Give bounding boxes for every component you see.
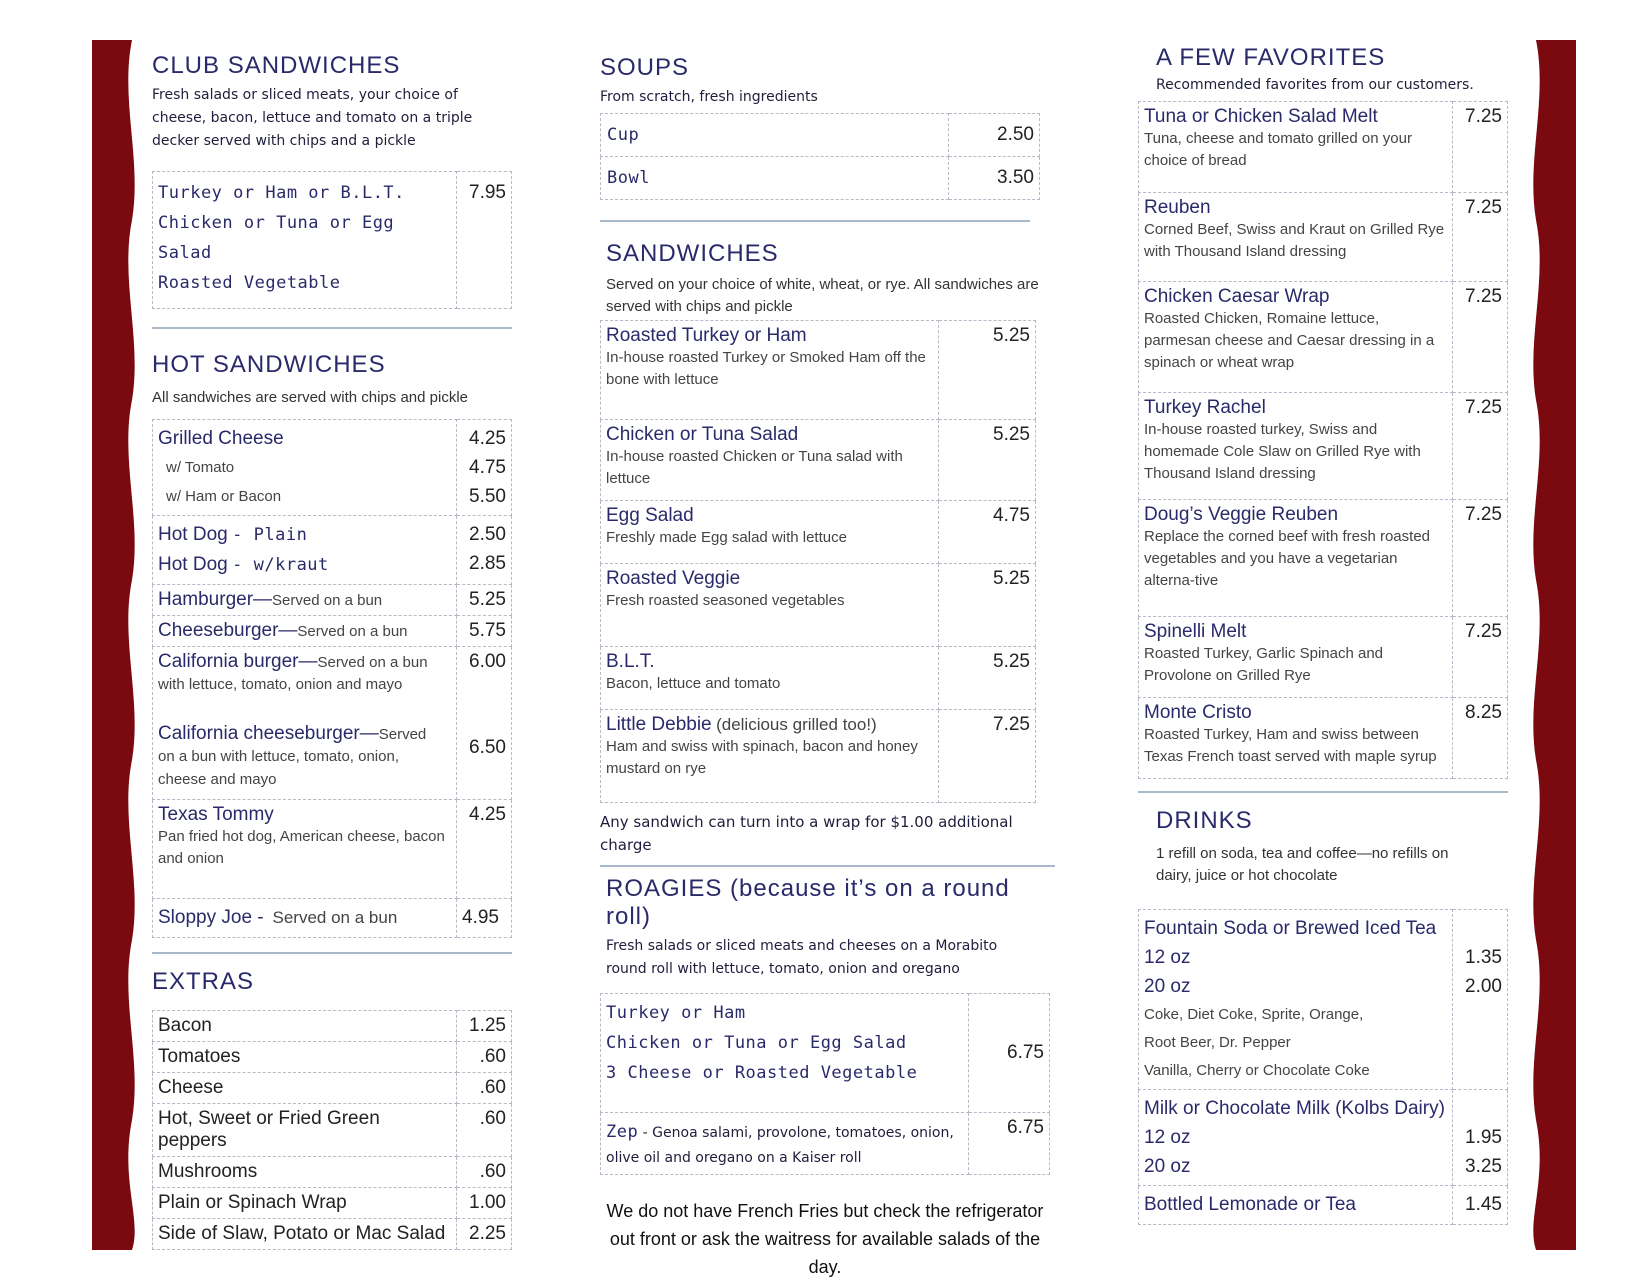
- sandwich-price: 5.25: [939, 564, 1036, 647]
- item-option: w/ Tomato: [166, 459, 235, 476]
- extra-name: Hot, Sweet or Fried Green peppers: [153, 1104, 457, 1157]
- favorites-table: [1138, 101, 1508, 779]
- hot-sandwiches-section: [152, 351, 512, 938]
- extra-name: Side of Slaw, Potato or Mac Salad: [153, 1219, 457, 1250]
- item-name: Sloppy Joe -: [158, 907, 264, 928]
- table-row: [601, 321, 1036, 420]
- table-row: [153, 899, 512, 938]
- drink-name: Milk or Chocolate Milk (Kolbs Dairy): [1144, 1098, 1445, 1119]
- item-name: Hot Dog: [158, 524, 228, 545]
- item-price: 5.50: [469, 486, 506, 507]
- extra-price: 1.00: [457, 1188, 512, 1219]
- divider: [600, 220, 1030, 222]
- divider: [152, 952, 512, 954]
- table-row: [153, 172, 512, 309]
- sandwich-note: (delicious grilled too!): [716, 715, 877, 734]
- item-price: 4.95: [457, 899, 512, 938]
- table-row: [153, 1011, 512, 1042]
- roagies-section: [600, 875, 1060, 1175]
- table-row: [153, 647, 512, 800]
- extra-price: 1.25: [457, 1011, 512, 1042]
- item-desc: Served on a bun: [297, 623, 408, 640]
- fries-note: We do not have French Fries but check the refrigerator out front or ask the waitress for available salads of the day.: [606, 1201, 1044, 1277]
- drink-flavors: Coke, Diet Coke, Sprite, Orange,: [1144, 1006, 1364, 1023]
- table-row: [1139, 193, 1508, 282]
- drink-flavors: Vanilla, Cherry or Chocolate Coke: [1144, 1062, 1370, 1079]
- table-row: [1139, 617, 1508, 698]
- favorite-desc: Roasted Turkey, Garlic Spinach and Provolone on Grilled Rye: [1144, 645, 1384, 684]
- table-row: [153, 800, 512, 899]
- table-row: [1139, 393, 1508, 500]
- drinks-description: 1 refill on soda, tea and coffee—no refills on dairy, juice or hot chocolate: [1156, 845, 1449, 884]
- roagies-title: ROAGIES (because it’s on a round roll): [606, 875, 1010, 930]
- item-name: Texas Tommy: [158, 804, 274, 825]
- sandwich-name: B.L.T.: [606, 651, 655, 672]
- item-suffix: - w/kraut: [232, 555, 329, 575]
- extra-price: 2.25: [457, 1219, 512, 1250]
- club-sandwiches-section: [152, 52, 512, 309]
- table-row: [601, 501, 1036, 564]
- zep-name: Zep: [606, 1122, 639, 1142]
- club-price: 7.95: [457, 172, 512, 309]
- item-option: w/ Ham or Bacon: [166, 488, 282, 505]
- divider: [1138, 791, 1508, 793]
- wrap-note: Any sandwich can turn into a wrap for $1.00 additional charge: [600, 813, 1013, 854]
- roagie-line: 3 Cheese or Roasted Vegetable: [606, 1063, 918, 1083]
- sandwich-desc: Bacon, lettuce and tomato: [606, 675, 781, 692]
- favorite-price: 7.25: [1453, 282, 1508, 393]
- table-row: [153, 516, 512, 585]
- favorite-name: Reuben: [1144, 197, 1211, 218]
- extras-section: [152, 968, 512, 1250]
- table-row: [1139, 102, 1508, 193]
- item-name: Hamburger—: [158, 589, 273, 610]
- table-row: [153, 1073, 512, 1104]
- table-row: [1139, 282, 1508, 393]
- table-row: [601, 564, 1036, 647]
- favorite-desc: Corned Beef, Swiss and Kraut on Grilled Rye with Thousand Island dressing: [1144, 221, 1445, 260]
- extra-price: .60: [457, 1042, 512, 1073]
- favorite-price: 7.25: [1453, 393, 1508, 500]
- sandwich-price: 5.25: [939, 420, 1036, 501]
- table-row: [1139, 698, 1508, 779]
- extra-price: .60: [457, 1104, 512, 1157]
- drink-name: Bottled Lemonade or Tea: [1144, 1194, 1356, 1215]
- drink-flavors: Root Beer, Dr. Pepper: [1144, 1034, 1291, 1051]
- favorite-name: Doug’s Veggie Reuben: [1144, 504, 1339, 525]
- soup-name: Bowl: [601, 157, 949, 200]
- favorite-desc: Replace the corned beef with fresh roasted vegetables and you have a vegetarian alterna-tive: [1144, 528, 1431, 589]
- sandwiches-description: Served on your choice of white, wheat, or rye. All sandwiches are served with chips and pickle: [606, 276, 1039, 315]
- club-description: Fresh salads or sliced meats, your choice of cheese, bacon, lettuce and tomato on a triple decker served with chips and a pickle: [152, 87, 473, 149]
- item-price: 6.50: [469, 737, 506, 758]
- zep-desc: - Genoa salami, provolone, tomatoes, onion, olive oil and oregano on a Kaiser roll: [606, 1125, 954, 1166]
- table-row: [153, 1157, 512, 1188]
- drink-size: 20 oz: [1144, 1156, 1191, 1177]
- favorite-price: 7.25: [1453, 193, 1508, 282]
- item-price: 5.75: [457, 616, 512, 647]
- item-price: 6.00: [469, 651, 506, 672]
- club-line: Chicken or Tuna or Egg Salad: [158, 213, 395, 263]
- zep-price: 6.75: [969, 1113, 1050, 1175]
- drink-price: 1.35: [1465, 947, 1502, 968]
- item-desc: Served: [378, 726, 427, 743]
- table-row: [601, 420, 1036, 501]
- sandwich-name: Roasted Turkey or Ham: [606, 325, 807, 346]
- right-wavy-border: [1530, 40, 1576, 1250]
- hot-table: [152, 419, 512, 938]
- item-desc: Pan fried hot dog, American cheese, bacon and onion: [158, 828, 445, 867]
- sandwich-price: 7.25: [939, 710, 1036, 803]
- soups-table: [600, 113, 1040, 200]
- table-row: [153, 585, 512, 616]
- drink-name: Fountain Soda or Brewed Iced Tea: [1144, 918, 1437, 939]
- table-row: [601, 647, 1036, 710]
- divider: [152, 327, 512, 329]
- table-row: [601, 994, 1050, 1113]
- soup-name: Cup: [601, 114, 949, 157]
- drink-price: 2.00: [1465, 976, 1502, 997]
- extras-title: EXTRAS: [152, 968, 255, 995]
- drink-size: 12 oz: [1144, 1127, 1191, 1148]
- item-name: Grilled Cheese: [158, 428, 284, 449]
- table-row: [601, 114, 1040, 157]
- favorite-desc: Roasted Chicken, Romaine lettuce, parmesan cheese and Caesar dressing in a spinach or wheat wrap: [1144, 310, 1435, 371]
- sandwich-name: Little Debbie: [606, 714, 712, 735]
- club-line: Turkey or Ham or B.L.T.: [158, 183, 405, 203]
- club-title: CLUB SANDWICHES: [152, 52, 401, 79]
- drink-size: 12 oz: [1144, 947, 1191, 968]
- table-row: [153, 1042, 512, 1073]
- table-row: [153, 420, 512, 516]
- extra-name: Mushrooms: [153, 1157, 457, 1188]
- item-price: 5.25: [457, 585, 512, 616]
- table-row: [1139, 910, 1508, 1090]
- table-row: [1139, 500, 1508, 617]
- extra-name: Plain or Spinach Wrap: [153, 1188, 457, 1219]
- table-row: [1139, 1186, 1508, 1225]
- sandwiches-section: [600, 240, 1060, 857]
- item-name: Cheeseburger—: [158, 620, 298, 641]
- table-row: [601, 157, 1040, 200]
- extras-table: [152, 1010, 512, 1250]
- item-price: 2.50: [469, 524, 506, 545]
- sandwich-desc: Ham and swiss with spinach, bacon and honey mustard on rye: [606, 738, 918, 777]
- favorite-price: 7.25: [1453, 500, 1508, 617]
- favorites-description: Recommended favorites from our customers.: [1156, 77, 1474, 93]
- item-desc: Served on a bun: [272, 908, 398, 927]
- sandwich-name: Roasted Veggie: [606, 568, 741, 589]
- divider: [600, 865, 1055, 867]
- favorite-name: Monte Cristo: [1144, 702, 1252, 723]
- table-row: [1139, 1090, 1508, 1186]
- extra-price: .60: [457, 1157, 512, 1188]
- sandwiches-table: [600, 320, 1036, 803]
- middle-column: [600, 40, 1060, 1281]
- drinks-title: DRINKS: [1156, 807, 1253, 834]
- favorite-desc: Roasted Turkey, Ham and swiss between Texas French toast served with maple syrup: [1144, 726, 1437, 765]
- item-desc: Served on a bun: [317, 654, 428, 671]
- drink-size: 20 oz: [1144, 976, 1191, 997]
- roagies-description: Fresh salads or sliced meats and cheeses on a Morabito round roll with lettuce, tomato, onion and oregano: [606, 938, 998, 977]
- sandwiches-title: SANDWICHES: [606, 240, 779, 267]
- left-column: [152, 40, 512, 1250]
- favorites-section: [1138, 44, 1508, 779]
- sandwich-desc: In-house roasted Turkey or Smoked Ham off the bone with lettuce: [606, 349, 926, 388]
- drink-price: 1.45: [1453, 1186, 1508, 1225]
- soup-price: 2.50: [949, 114, 1040, 157]
- sandwich-name: Egg Salad: [606, 505, 694, 526]
- sandwich-price: 5.25: [939, 321, 1036, 420]
- club-table: [152, 171, 512, 309]
- favorite-name: Chicken Caesar Wrap: [1144, 286, 1330, 307]
- right-column: [1138, 40, 1508, 1225]
- item-price: 4.25: [457, 800, 512, 899]
- hot-description: All sandwiches are served with chips and pickle: [152, 389, 468, 406]
- table-row: [153, 1188, 512, 1219]
- sandwich-price: 5.25: [939, 647, 1036, 710]
- drinks-table: [1138, 909, 1508, 1225]
- roagies-table: [600, 993, 1050, 1175]
- item-name: California burger—: [158, 651, 318, 672]
- table-row: [153, 616, 512, 647]
- item-name: Hot Dog: [158, 554, 228, 575]
- favorite-name: Tuna or Chicken Salad Melt: [1144, 106, 1378, 127]
- item-price: 4.25: [469, 428, 506, 449]
- table-row: [153, 1219, 512, 1250]
- extra-name: Cheese: [153, 1073, 457, 1104]
- item-desc: with lettuce, tomato, onion and mayo: [158, 676, 403, 693]
- soups-title: SOUPS: [600, 54, 690, 81]
- extra-name: Bacon: [153, 1011, 457, 1042]
- drink-price: 1.95: [1465, 1127, 1502, 1148]
- soup-price: 3.50: [949, 157, 1040, 200]
- item-name: California cheeseburger—: [158, 723, 379, 744]
- drinks-section: [1138, 807, 1508, 1225]
- item-price: 2.85: [469, 553, 506, 574]
- item-desc: Served on a bun: [272, 592, 383, 609]
- table-row: [601, 1113, 1050, 1175]
- soups-description: From scratch, fresh ingredients: [600, 89, 818, 105]
- item-suffix: - Plain: [232, 525, 308, 545]
- sandwich-price: 4.75: [939, 501, 1036, 564]
- extra-price: .60: [457, 1073, 512, 1104]
- sandwich-desc: Fresh roasted seasoned vegetables: [606, 592, 845, 609]
- left-wavy-border: [92, 40, 138, 1250]
- favorite-price: 7.25: [1453, 617, 1508, 698]
- item-price: 4.75: [469, 457, 506, 478]
- table-row: [601, 710, 1036, 803]
- roagie-line: Turkey or Ham: [606, 1003, 746, 1023]
- favorite-desc: In-house roasted turkey, Swiss and homemade Cole Slaw on Grilled Rye with Thousand Island dressing: [1144, 421, 1421, 482]
- table-row: [153, 1104, 512, 1157]
- hot-title: HOT SANDWICHES: [152, 351, 386, 378]
- favorite-name: Turkey Rachel: [1144, 397, 1266, 418]
- soups-section: [600, 54, 1060, 200]
- item-desc: on a bun with lettuce, tomato, onion, cheese and mayo: [158, 748, 399, 788]
- roagie-price: 6.75: [969, 994, 1050, 1113]
- favorite-name: Spinelli Melt: [1144, 621, 1247, 642]
- sandwich-name: Chicken or Tuna Salad: [606, 424, 799, 445]
- favorite-price: 8.25: [1453, 698, 1508, 779]
- favorite-price: 7.25: [1453, 102, 1508, 193]
- extra-name: Tomatoes: [153, 1042, 457, 1073]
- club-line: Roasted Vegetable: [158, 273, 341, 293]
- roagie-line: Chicken or Tuna or Egg Salad: [606, 1033, 907, 1053]
- favorite-desc: Tuna, cheese and tomato grilled on your choice of bread: [1144, 130, 1412, 169]
- sandwich-desc: Freshly made Egg salad with lettuce: [606, 529, 847, 546]
- favorites-title: A FEW FAVORITES: [1156, 44, 1386, 71]
- drink-price: 3.25: [1465, 1156, 1502, 1177]
- sandwich-desc: In-house roasted Chicken or Tuna salad with lettuce: [606, 448, 903, 487]
